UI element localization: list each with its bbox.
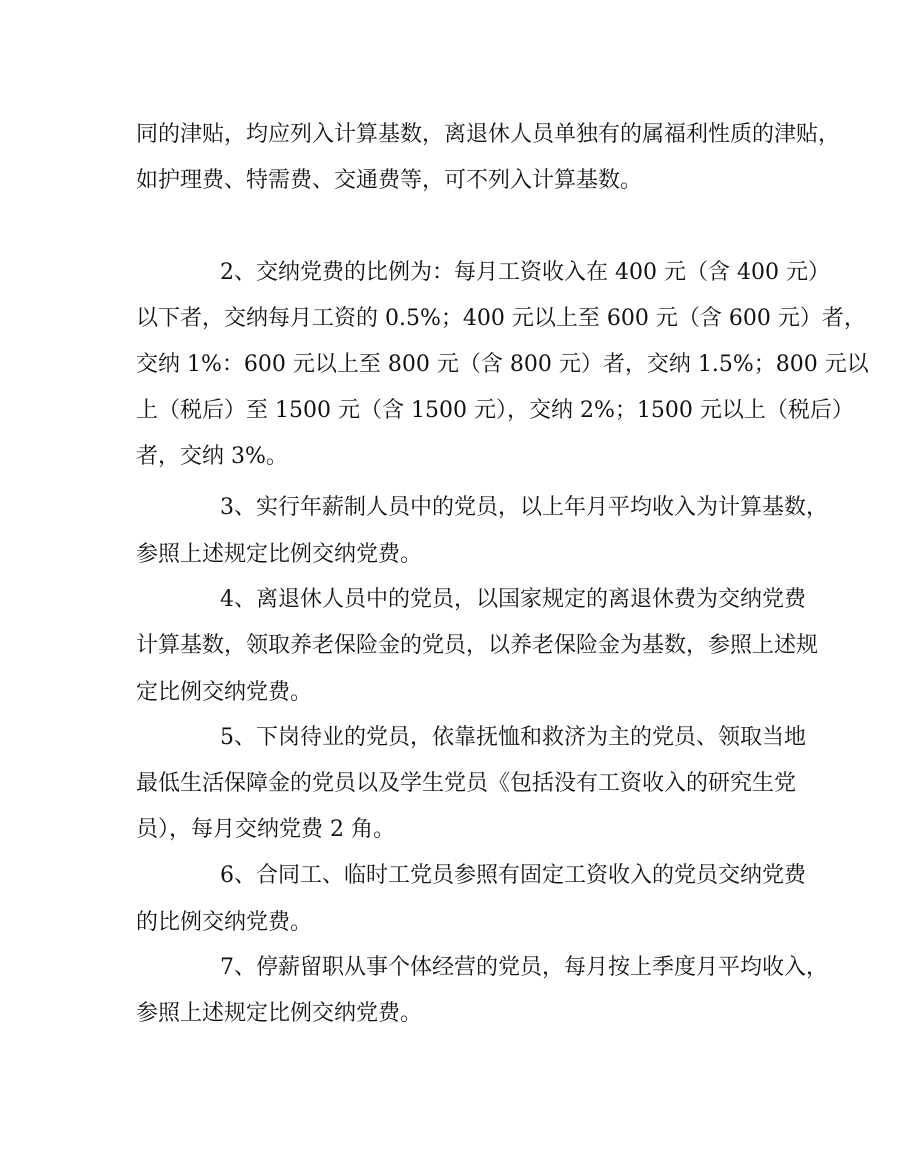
text-line: 以下者，交纳每月工资的 0.5%；400 元以上至 600 元（含 600 元）者， [136,306,866,331]
text-line: 的比例交纳党费。 [136,910,313,935]
paragraph-6-first-line: 6、合同工、临时工党员参照有固定工资收入的党员交纳党费 [220,863,806,888]
text-line: 交纳 1%：600 元以上至 800 元（含 800 元）者，交纳 1.5%；800 元以 [136,352,869,377]
paragraph-7-first-line: 7、停薪留职从事个体经营的党员，每月按上季度月平均收入， [220,955,828,980]
text-line: 计算基数，领取养老保险金的党员，以养老保险金为基数，参照上述规 [136,633,819,658]
text-line: 员），每月交纳党费 2 角。 [136,817,395,842]
paragraph-5-first-line: 5、下岗待业的党员，依靠抚恤和救济为主的党员、领取当地 [220,725,806,750]
text-line: 参照上述规定比例交纳党费。 [136,542,423,567]
paragraph-3-first-line: 3、实行年薪制人员中的党员，以上年月平均收入为计算基数， [220,495,828,520]
text-line: 如护理费、特需费、交通费等，可不列入计算基数。 [136,168,643,193]
text-line: 同的津贴，均应列入计算基数，离退休人员单独有的属福利性质的津贴， [136,122,841,147]
text-line: 定比例交纳党费。 [136,680,313,705]
text-line: 参照上述规定比例交纳党费。 [136,1001,423,1026]
paragraph-2-first-line: 2、交纳党费的比例为：每月工资收入在 400 元（含 400 元） [220,260,830,285]
text-line: 者，交纳 3%。 [136,444,288,469]
text-line: 最低生活保障金的党员以及学生党员《包括没有工资收入的研究生党 [136,771,797,796]
text-line: 上（税后）至 1500 元（含 1500 元），交纳 2%；1500 元以上（税后） [136,398,854,423]
paragraph-4-first-line: 4、离退休人员中的党员，以国家规定的离退休费为交纳党费 [220,587,806,612]
